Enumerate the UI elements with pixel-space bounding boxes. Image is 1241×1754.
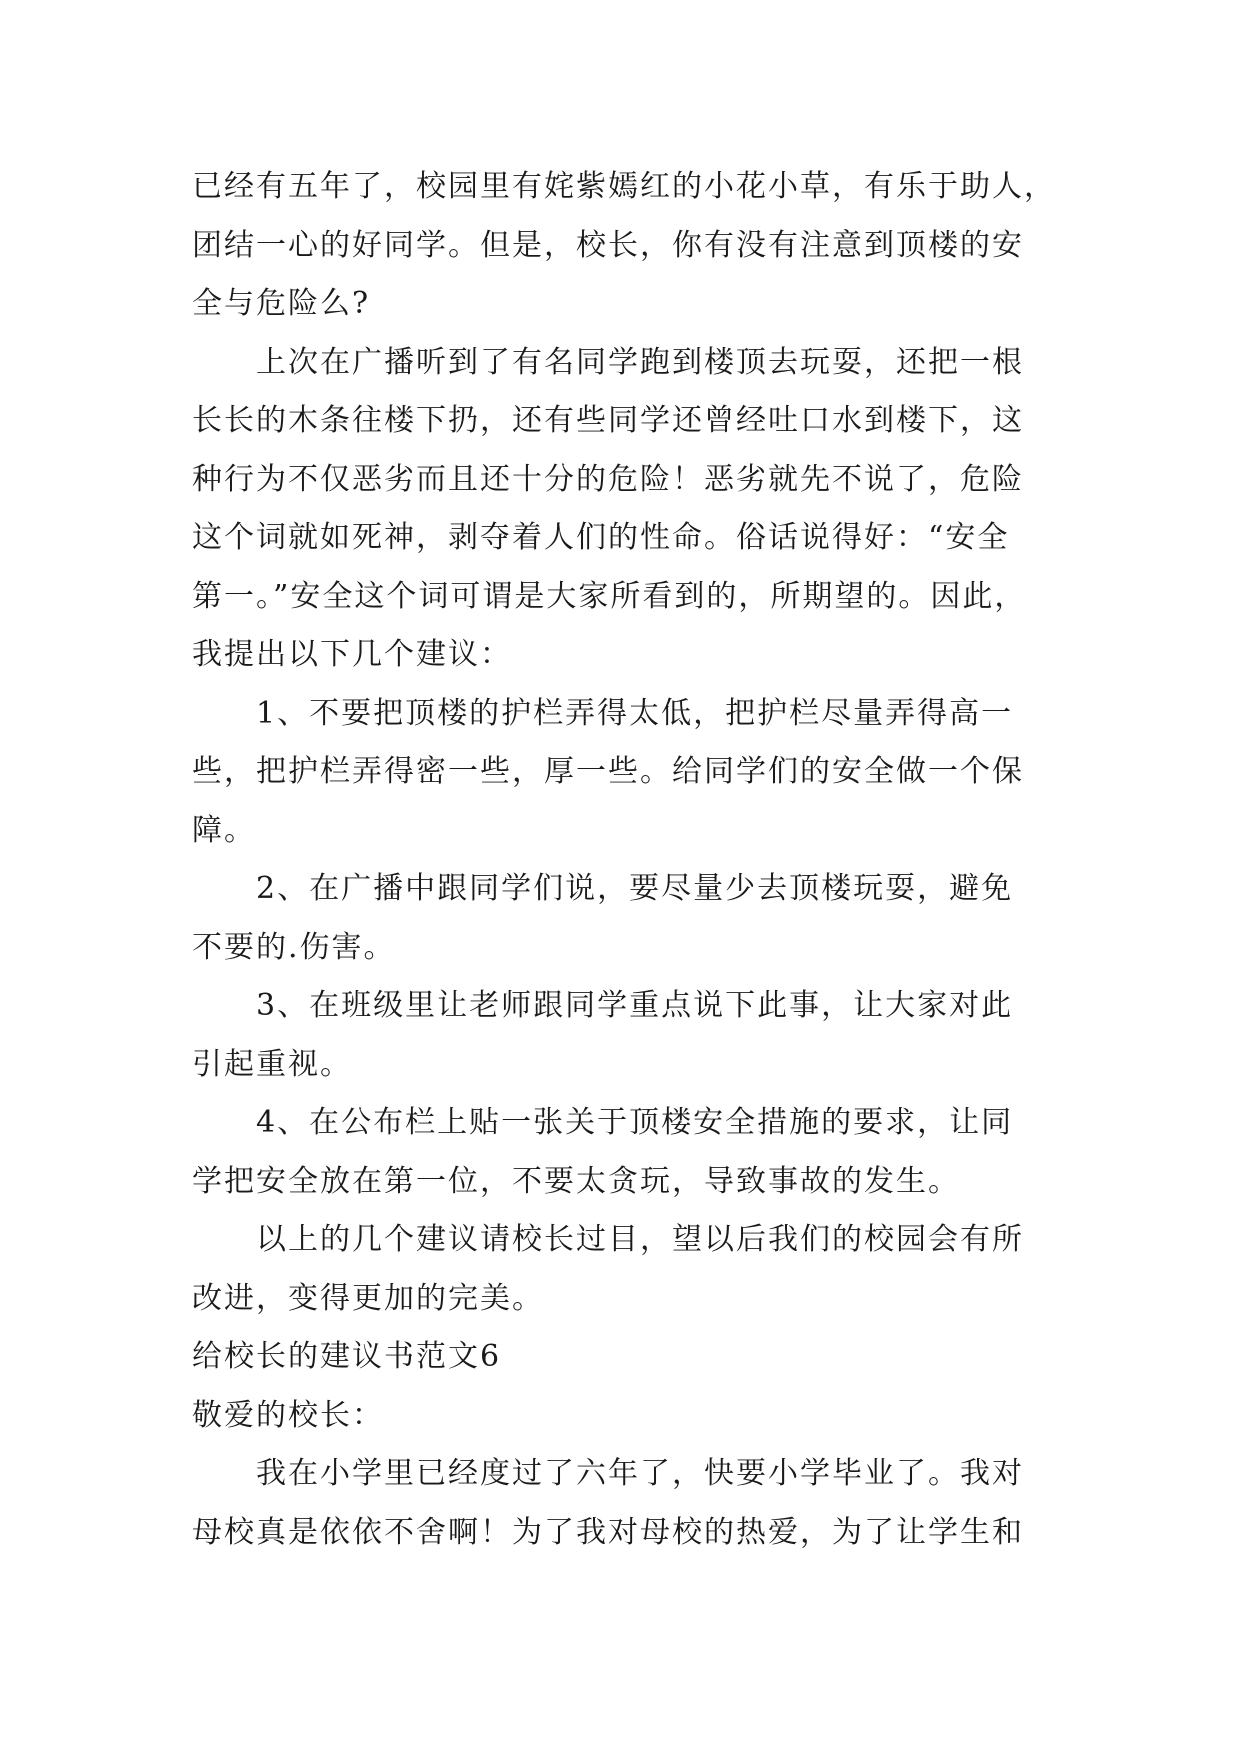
text-line: 1、不要把顶楼的护栏弄得太低，把护栏尽量弄得高一 [256,695,1014,731]
text-line: 学把安全放在第一位，不要太贪玩，导致事故的发生。 [192,1163,960,1199]
text-line: 我在小学里已经度过了六年了，快要小学毕业了。我对 [256,1456,1024,1491]
salutation: 敬爱的校长： [192,1397,384,1433]
text-line: 团结一心的好同学。但是，校长，你有没有注意到顶楼的安 [192,227,1024,263]
text-line: 改进，变得更加的完美。 [192,1280,544,1316]
text-line: 母校真是依依不舍啊！为了我对母校的热爱，为了让学生和 [192,1514,1024,1550]
text-line: 上次在广播听到了有名同学跑到楼顶去玩耍，还把一根 [256,344,1024,380]
text-line: 种行为不仅恶劣而且还十分的危险！恶劣就先不说了，危险 [192,461,1024,497]
text-line: 我提出以下几个建议： [192,637,512,672]
text-line: 不要的.伤害。 [192,929,396,965]
text-line: 4、在公布栏上贴一张关于顶楼安全措施的要求，让同 [256,1105,1014,1140]
text-line: 长长的木条往楼下扔，还有些同学还曾经吐口水到楼下，这 [192,403,1024,438]
text-line: 2、在广播中跟同学们说，要尽量少去顶楼玩耍，避免 [256,871,1014,906]
text-line: 以上的几个建议请校长过目，望以后我们的校园会有所 [256,1222,1024,1257]
text-line: 这个词就如死神，剥夺着人们的性命。俗话说得好：“安全 [192,520,1010,555]
section-heading: 给校长的建议书范文6 [192,1339,502,1374]
text-line: 全与危险么? [192,286,371,321]
text-line: 已经有五年了，校园里有姹紫嫣红的小花小草，有乐于助人， [192,169,1056,204]
text-line: 引起重视。 [192,1046,352,1082]
text-line: 3、在班级里让老师跟同学重点说下此事，让大家对此 [256,988,1014,1023]
text-line: 障。 [192,812,256,848]
document-body [192,158,1062,1562]
text-line: 些，把护栏弄得密一些，厚一些。给同学们的安全做一个保 [192,754,1024,789]
text-line: 第一。”安全这个词可谓是大家所看到的，所期望的。因此， [192,578,1027,614]
